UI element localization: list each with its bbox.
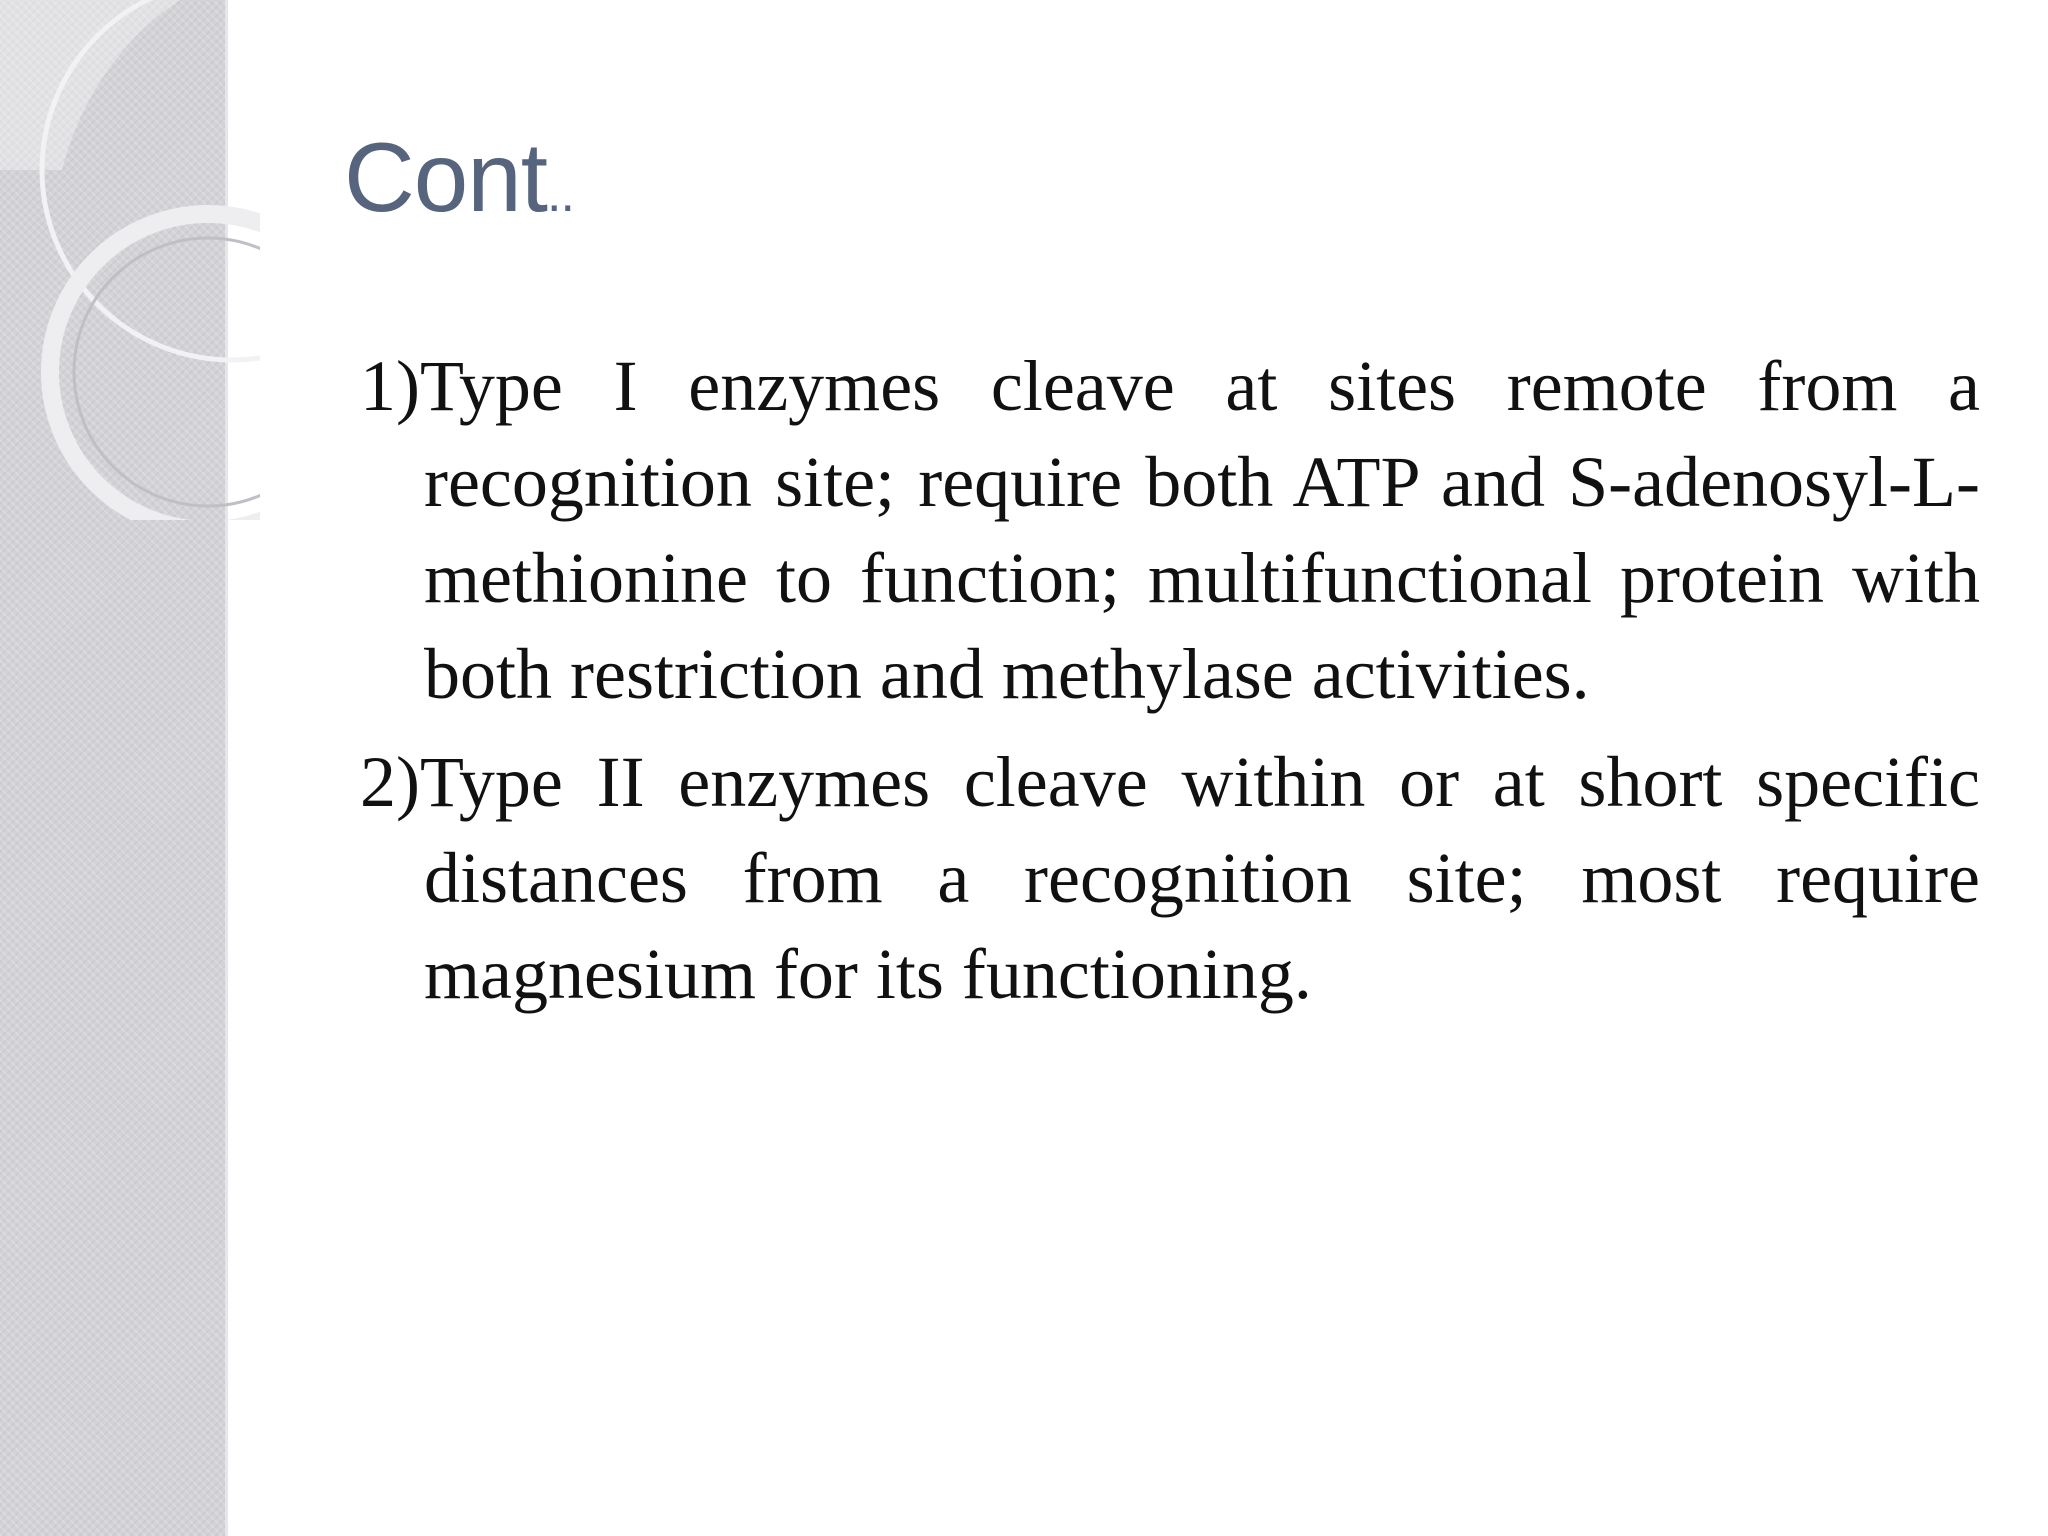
decorative-sidebar <box>0 0 228 1536</box>
slide-title-dots: .. <box>547 165 574 223</box>
body-list <box>360 338 1980 1034</box>
list-item: 1)Type I enzymes cleave at sites remote from a recognition site; require both ATP and S-adenosyl-L-methionine to function; multifunctional protein with both restriction and methylase activities. <box>360 346 1980 714</box>
slide-title-main: Cont <box>344 122 548 232</box>
slide-title <box>344 122 574 232</box>
list-item: 2)Type II enzymes cleave within or at short specific distances from a recognition site; most require magnesium for its functioning. <box>360 742 1980 1014</box>
